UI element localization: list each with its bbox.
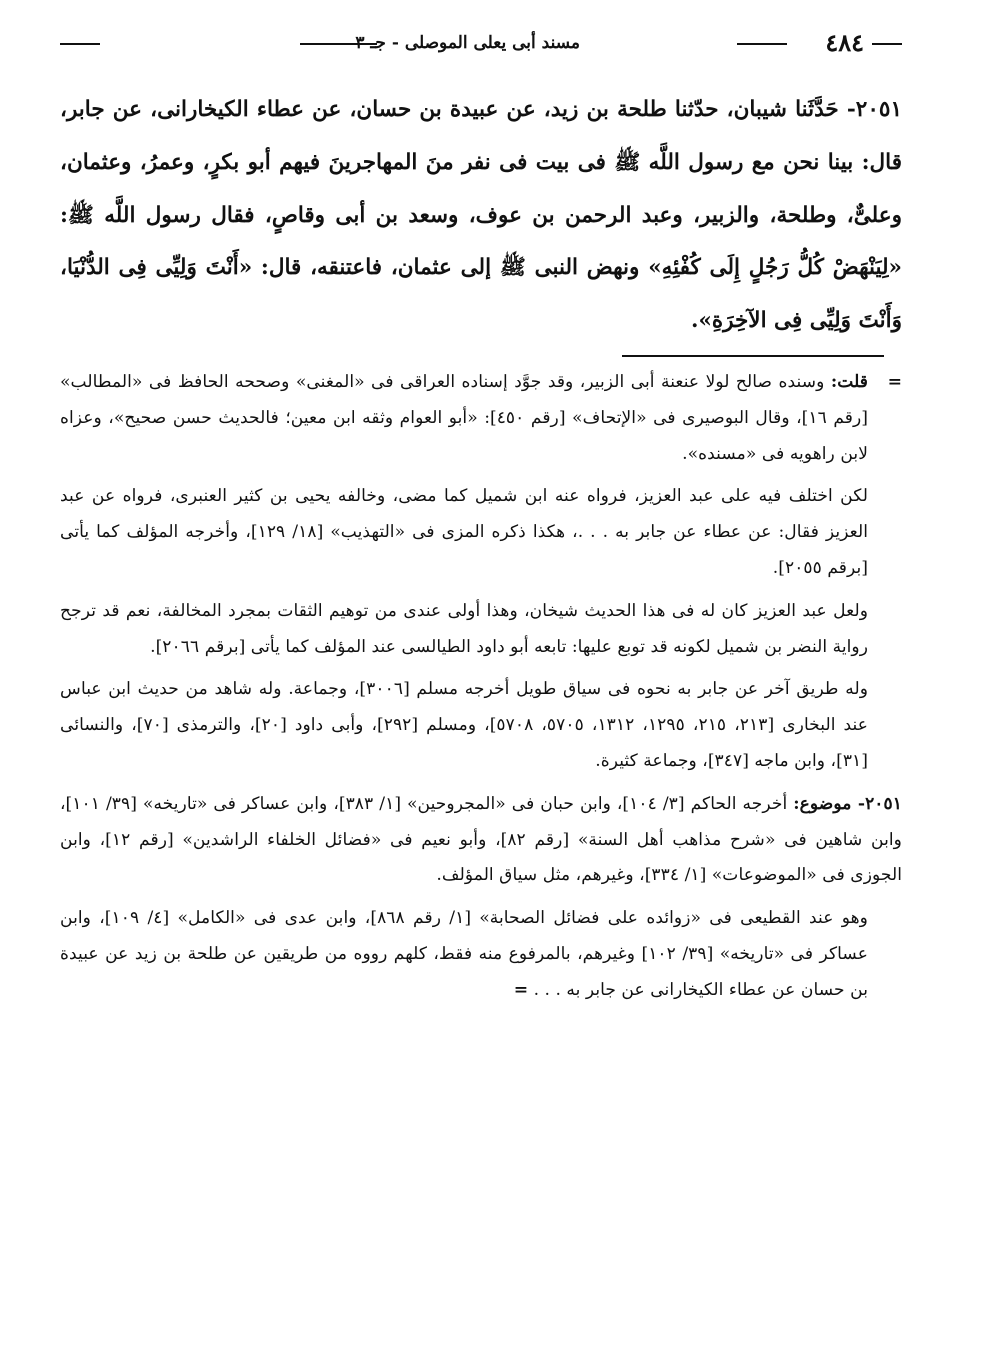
footnote-text: لكن اختلف فيه على عبد العزيز، فرواه عنه ابن شميل كما مضى، وخالفه يحيى بن كثير العنبرى، فرواه عن عبد العزيز فقال: عن عطاء عن جابر به . . .، هكذا ذكره المزى فى «التهذيب» [١٨/ ١٢٩]، وأخرجه المؤلف كما يأتى [برقم ٢٠٥٥]. — [60, 486, 868, 578]
footnotes — [60, 365, 902, 1016]
header-rule — [737, 43, 787, 45]
hadith-number: ٢٠٥١ — [855, 97, 902, 122]
continuation-marker: = — [513, 979, 529, 1000]
footnote-paragraph — [60, 787, 902, 894]
hadith-middle: ونهض النبى ﷺ إلى عثمان، فاعتنقه، قال: — [260, 255, 640, 281]
footnote-paragraph — [60, 365, 902, 472]
hadith-quote: «أَنْتَ وَلِيِّى فِى الدُّنْيَا، وَأَنْتَ وَلِيِّى فِى الآخِرَةِ». — [60, 255, 902, 334]
footnote-text: وسنده صالح لولا عنعنة أبى الزبير، وقد جوَّد إسناده العراقى فى «المغنى» وصححه الحافظ فى «المطالب» [رقم ١٦]، وقال البوصيرى فى «الإتحاف» [رقم ٤٥٠]: «أبو العوام وثقه ابن معين؛ فالحديث حسن صحيح»، وعزاه لابن راهويه فى «مسنده». — [60, 372, 869, 464]
header-rule — [872, 43, 902, 45]
footnote-text: ولعل عبد العزيز كان له فى هذا الحديث شيخان، وهذا أولى عندى من توهيم الثقات بمجرد المخالفة، نعم قد ترجح رواية النضر بن شميل لكونه قد توبع عليها: تابعه أبو داود الطيالسى عند المؤلف كما يأتى [برقم ٢٠٦٦]. — [60, 600, 868, 657]
continuation-marker: = — [887, 372, 902, 392]
footnote-paragraph — [60, 672, 902, 779]
footnote-text: وهو عند القطيعى فى «زوائده على فضائل الصحابة» [١/ رقم ٨٦٨]، وابن عدى فى «الكامل» [٤/ ١٠٩]، وابن عساكر فى «تاريخه» [٣٩/ ١٠٢] وغيرهم، بالمرفوع منه فقط، كلهم رووه من طريقين عن طلحة بن زيد عن عبيدة بن حسان عن عطاء الكيخارانى عن جابر به . . . — [60, 908, 868, 1000]
footnote-label: ٢٠٥١- موضوع: — [793, 793, 903, 814]
footnote-label: قلت: — [830, 372, 868, 392]
footnote-paragraph — [60, 594, 902, 666]
header-rule — [60, 43, 100, 45]
running-title: مسند أبى يعلى الموصلى - جـ ٣ — [355, 33, 580, 53]
footnote-paragraph — [60, 479, 902, 586]
footnote-paragraph — [60, 901, 902, 1008]
hadith-text — [60, 84, 902, 348]
hadith-intro: - حَدَّثَنا شيبان، حدّثنا طلحة بن زيد، عن عبيدة بن حسان، عن عطاء الكيخارانى، عن جابر، قال: بينا نحن مع رسول اللَّه ﷺ فى بيت فى نفر منَ المهاجرينَ فيهم أبو بكرٍ، وعمرُ، وعثمان، وعلىٌّ، وطلحة، والزبير، وعبد الرحمن بن عوف، وسعد بن أبى وقاصٍ، فقال رسول اللَّه ﷺ: — [60, 97, 902, 228]
footnote-divider — [622, 355, 884, 357]
footnote-text: أخرجه الحاكم [٣/ ١٠٤]، وابن حبان فى «المجروحين» [١/ ٣٨٣]، وابن عساكر فى «تاريخه» [٣٩/ ١٠١]، وابن شاهين فى «شرح مذاهب أهل السنة» [رقم ٨٢]، وأبو نعيم فى «فضائل الخلفاء الراشدين» [رقم ١٢]، وابن الجوزى فى «الموضوعات» [١/ ٣٣٤]، وغيرهم، مثل سياق المؤلف. — [60, 793, 902, 886]
hadith-quote: «لِيَنْهَضْ كُلُّ رَجُلٍ إِلَى كُفْئِهِ» — [648, 255, 902, 281]
page-number: ٤٨٤ — [825, 28, 864, 57]
footnote-text: وله طريق آخر عن جابر به نحوه فى سياق طويل أخرجه مسلم [٣٠٠٦]، وجماعة. وله شاهد من حديث ابن عباس عند البخارى [٢١٣، ٢١٥، ١٢٩٥، ١٣١٢، ٥٧٠٥، ٥٧٠٨]، ومسلم [٢٩٢]، وأبى داود [٢٠]، والترمذى [٧٠]، والنسائى [٣١]، وابن ماجه [٣٤٧]، وجماعة كثيرة. — [60, 679, 868, 771]
running-header — [60, 28, 902, 58]
